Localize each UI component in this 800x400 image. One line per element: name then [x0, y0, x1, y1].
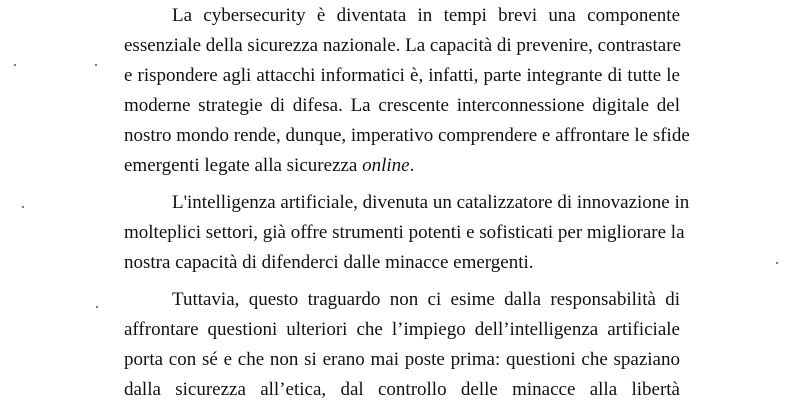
italic-word: online	[362, 155, 410, 176]
text-line	[124, 154, 680, 178]
scan-speck	[776, 262, 778, 264]
text-line: dalla sicurezza all’etica, dal controllo delle minacce alla libertà	[124, 379, 680, 400]
text-line: essenziale della sicurezza nazionale. La capacità di prevenire, contrastare	[124, 35, 682, 56]
text-line: porta con sé e che non si erano mai poste prima: questioni che spaziano	[124, 349, 680, 370]
scan-speck	[95, 64, 97, 66]
text-line: nostro mondo rende, dunque, imperativo comprendere e affrontare le sfide	[124, 125, 690, 146]
text-run: emergenti legate alla sicurezza	[124, 155, 363, 176]
scan-speck	[96, 306, 98, 308]
scan-speck	[22, 206, 24, 208]
text-line: e rispondere agli attacchi informatici è, infatti, parte integrante di tutte le	[124, 65, 680, 86]
text-line: affrontare questioni ulteriori che l’impiego dell’intelligenza artificiale	[124, 319, 680, 340]
text-line: L'intelligenza artificiale, divenuta un catalizzatore di innovazione in	[172, 192, 690, 213]
text-line: nostra capacità di difenderci dalle minacce emergenti.	[124, 252, 534, 273]
text-line: La cybersecurity è diventata in tempi brevi una componente	[172, 5, 680, 26]
text-run: .	[409, 155, 415, 176]
scan-speck	[14, 64, 16, 66]
text-line: molteplici settori, già offre strumenti potenti e sofisticati per migliorare la	[124, 222, 685, 243]
text-line: Tuttavia, questo traguardo non ci esime dalla responsabilità di	[172, 289, 680, 310]
text-line: moderne strategie di difesa. La crescente interconnessione digitale del	[124, 95, 680, 116]
